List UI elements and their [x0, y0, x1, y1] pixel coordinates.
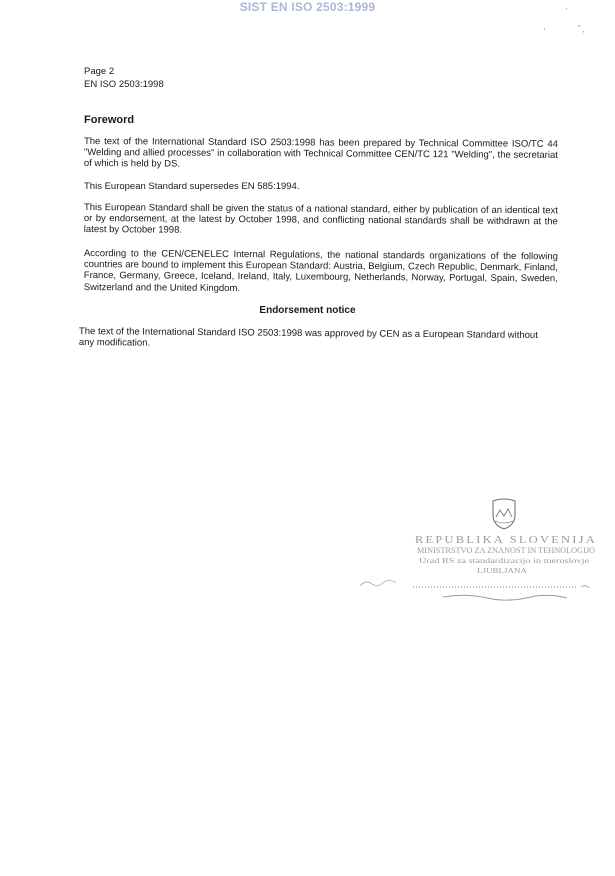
watermark-text: SIST EN ISO 2503:1999	[239, 0, 376, 14]
page-number: Page 2	[84, 66, 115, 77]
coat-of-arms-icon	[493, 499, 515, 529]
stamp-line-2: MINISTRSTVO ZA ZNANOST IN TEHNOLOGIJO	[417, 546, 596, 555]
foreword-paragraph: The text of the International Standard ISO 2503:1998 has been prepared by Technical Committee ISO/TC 44 "Welding and allied processes" in collaboration with Technical Committee CEN/TC 121 "Welding", the secretariat of which is held by DS.	[83, 136, 558, 170]
foreword-heading: Foreword	[84, 114, 135, 126]
endorsement-paragraph: The text of the International Standard ISO 2503:1998 was approved by CEN as a European Standard without any modification.	[78, 326, 538, 349]
endorsement-heading: Endorsement notice	[259, 305, 356, 316]
standard-code: EN ISO 2503:1998	[84, 79, 164, 90]
stamp-line-1: REPUBLIKA SLOVENIJA	[415, 534, 597, 546]
signature-mark	[581, 586, 589, 588]
faint-signature	[358, 576, 398, 590]
foreword-paragraph: This European Standard supersedes EN 585:1994.	[84, 181, 300, 192]
foreword-paragraph: According to the CEN/CENELEC Internal Regulations, the national standards organizations of the following countries are bound to implement this European Standard: Austria, Belgium, Czech Republic, Denmark, Finland, France, Germany, Greece, Iceland, Ireland, Italy, Luxembourg, Netherlands, Norway, Portugal, Spain, Sweden, Switzerland and the United Kingdom.	[83, 248, 558, 294]
stamp-text	[415, 534, 597, 575]
page-header	[84, 65, 164, 91]
signature-scribble	[443, 595, 567, 600]
foreword-paragraph: This European Standard shall be given the status of a national standard, either by publication of an identical text or by endorsement, at the latest by October 1998, and conflicting national standards shall be withdrawn at the latest by October 1998.	[83, 202, 558, 237]
stamp-line-3: Urad RS za standardizacijo in meroslovje	[419, 556, 590, 565]
official-stamp	[405, 495, 605, 610]
stamp-line-4: LJUBLJANA	[477, 566, 528, 575]
